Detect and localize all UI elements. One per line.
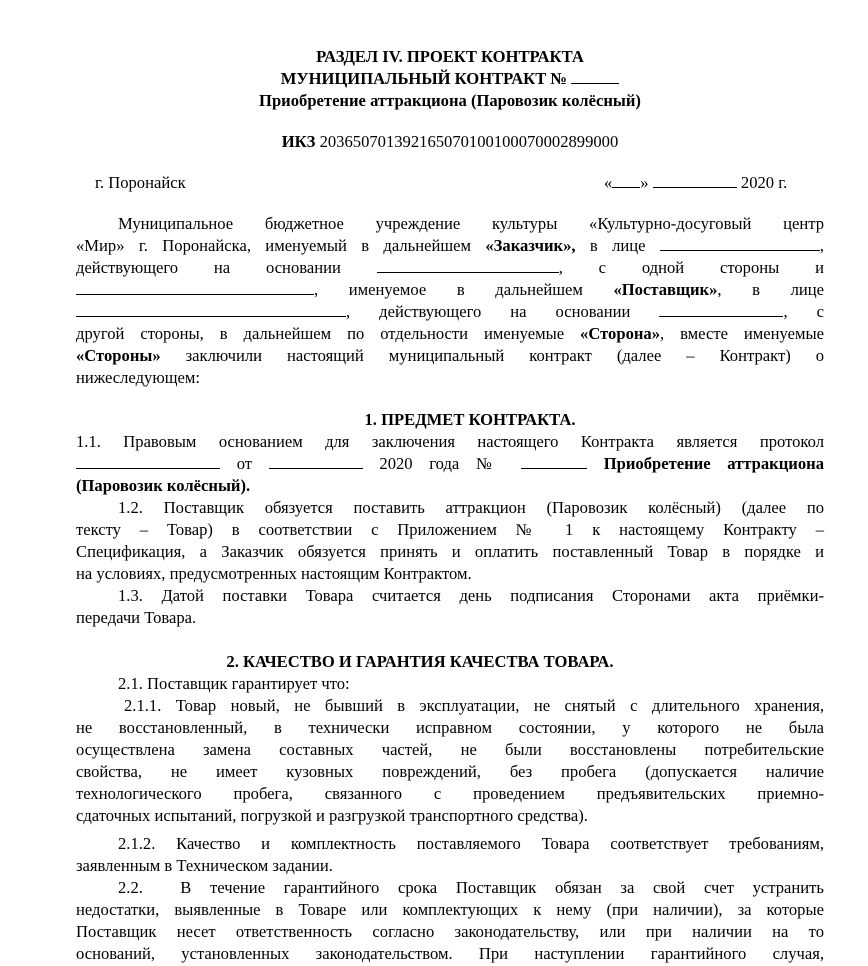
clause-2-2-line-3: Поставщик несет ответственность согласно законодательству, или при наличии на то [76, 922, 824, 941]
customer-basis-blank [377, 257, 559, 273]
ikz-value: 203650701392165070100100070002899000 [319, 132, 619, 151]
clause-subject: (Паровозик колёсный). [76, 476, 251, 495]
preamble-text: , с [783, 302, 825, 321]
clause-text: от [236, 454, 253, 473]
supplier-name-blank [76, 279, 314, 295]
preamble-line-4 [76, 279, 824, 301]
preamble-text: , действующего на основании [346, 302, 631, 321]
clause-1-2-line-2: тексту – Товар) в соответствии с Приложением № 1 к настоящему Контракту – [76, 520, 824, 539]
customer-term: «Заказчик», [485, 236, 576, 255]
supplier-rep-blank [76, 301, 346, 317]
preamble-line-6 [76, 323, 824, 345]
clause-2-1-2-line-1: 2.1.2. Качество и комплектность поставляемого Товара соответствует требованиям, [118, 834, 824, 853]
preamble-text: , в лице [717, 280, 824, 299]
preamble-text: «Мир» г. Поронайска, именуемый в дальнейшем [76, 236, 471, 255]
preamble-text: , с одной стороны и [558, 258, 824, 277]
section-heading: РАЗДЕЛ IV. ПРОЕКТ КОНТРАКТА [316, 47, 584, 66]
date-quote-open: « [604, 173, 613, 192]
preamble-text: , вместе именуемые [660, 324, 824, 343]
protocol-number-blank [521, 453, 587, 469]
clause-1-1-line-2 [76, 453, 824, 475]
clause-2-2-line-2: недостатки, выявленные в Товаре или комплектующих к нему (при наличии), за которые [76, 900, 824, 919]
clause-2-1: 2.1. Поставщик гарантирует что: [118, 674, 350, 693]
section-1-title: 1. ПРЕДМЕТ КОНТРАКТА. [364, 410, 576, 429]
clause-1-1-line-1: 1.1. Правовым основанием для заключения настоящего Контракта является протокол [76, 432, 824, 451]
clause-1-2-line-3: Спецификация, а Заказчик обязуется принять и оплатить поставленный Товар в порядке и [76, 542, 824, 561]
clause-1-3-line-1: 1.3. Датой поставки Товара считается день подписания Сторонами акта приёмки- [118, 586, 824, 605]
clause-1-1-line-3 [76, 475, 824, 497]
preamble-text: , именуемое в дальнейшем [314, 280, 583, 299]
clause-text: 2020 года № [379, 454, 505, 473]
clause-subject: Приобретение аттракциона [603, 454, 825, 473]
clause-2-1-2-line-2: заявленным в Техническом задании. [76, 856, 333, 875]
supplier-term: «Поставщик» [613, 280, 718, 299]
contract-title-text: МУНИЦИПАЛЬНЫЙ КОНТРАКТ № [280, 69, 568, 88]
clause-2-2-line-4: оснований, установленных законодательством. При наступлении гарантийного случая, [76, 944, 824, 963]
clause-1-2-line-4: на условиях, предусмотренных настоящим Контрактом. [76, 564, 472, 583]
protocol-date2-blank [269, 453, 363, 469]
clause-1-2-line-1: 1.2. Поставщик обязуется поставить аттракцион (Паровозик колёсный) (далее по [118, 498, 824, 517]
preamble-text: другой стороны, в дальнейшем по отдельности именуемые [76, 324, 565, 343]
preamble-text: в лице [589, 236, 646, 255]
contract-date [604, 172, 787, 194]
clause-2-1-1-line-2: не восстановленный, в технически исправном состоянии, у которого не была [76, 718, 824, 737]
ikz-line [76, 131, 824, 153]
parties-term: «Стороны» [76, 346, 161, 365]
supplier-basis-blank [659, 301, 783, 317]
clause-2-1-1-line-4: свойства, не имеет кузовных повреждений, без пробега (допускается наличие [76, 762, 824, 781]
clause-2-1-1-line-6: сдаточных испытаний, погрузкой и разгрузкой транспортного средства). [76, 806, 588, 825]
preamble-line-1: Муниципальное бюджетное учреждение культуры «Культурно-досуговый центр [118, 214, 824, 233]
clause-2-1-1-line-3: осуществлена замена составных частей, не были восстановлены потребительские [76, 740, 824, 759]
preamble-text: заключили настоящий муниципальный контракт (далее – Контракт) о [185, 346, 824, 365]
customer-rep-blank [660, 235, 820, 251]
section-2-title: 2. КАЧЕСТВО И ГАРАНТИЯ КАЧЕСТВА ТОВАРА. [226, 652, 614, 671]
clause-1-3-line-2: передачи Товара. [76, 608, 197, 627]
contract-title [76, 68, 824, 90]
preamble-line-5 [76, 301, 824, 323]
preamble-line-8: нижеследующем: [76, 368, 200, 387]
clause-2-2-line-1: 2.2. В течение гарантийного срока Поставщик обязан за свой счет устранить [118, 878, 824, 897]
party-term: «Сторона» [580, 324, 661, 343]
clause-2-1-1-line-5: технологического пробега, связанного с проведением предъявительских приемно- [76, 784, 824, 803]
preamble-line-2: «Мир» г. Поронайска, именуемый в дальнейшем «Заказчик», в лице , [76, 236, 825, 255]
preamble-text: действующего на основании [76, 258, 341, 277]
city: г. Поронайск [95, 173, 186, 192]
clause-2-1-1-line-1: 2.1.1. Товар новый, не бывший в эксплуатации, не снятый с длительного хранения, [124, 696, 824, 715]
preamble-line-3 [76, 257, 824, 279]
contract-number-blank [571, 68, 619, 84]
ikz-label: ИКЗ [281, 132, 316, 151]
day-blank [612, 172, 640, 188]
date-year: 2020 г. [740, 173, 788, 192]
month-blank [653, 172, 737, 188]
protocol-date-blank [76, 453, 220, 469]
contract-subject: Приобретение аттракциона (Паровозик колёсный) [259, 91, 641, 110]
preamble-line-7 [76, 345, 824, 367]
date-quote-close: » [640, 173, 649, 192]
